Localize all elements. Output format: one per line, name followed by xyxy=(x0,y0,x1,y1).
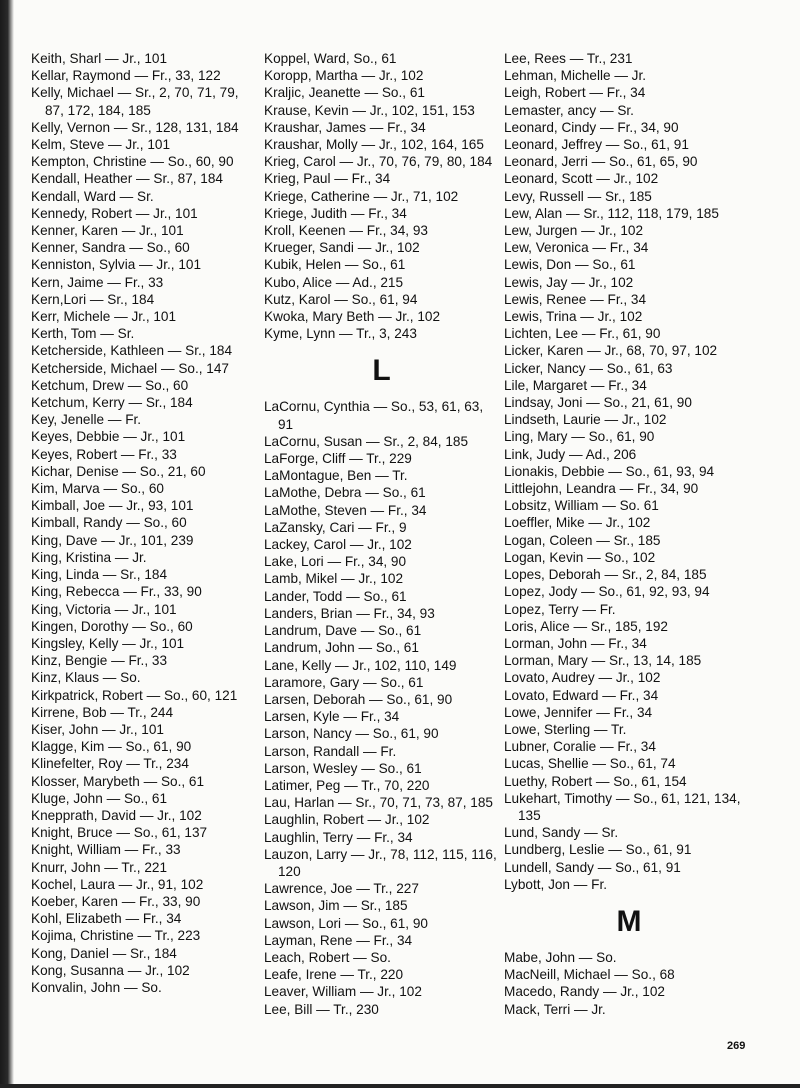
index-column-1 xyxy=(31,50,261,996)
index-entry: Leafe, Irene — Tr., 220 xyxy=(264,967,404,983)
index-entry: Kwoka, Mary Beth — Jr., 102 xyxy=(264,309,441,325)
index-entry: LaZansky, Cari — Fr., 9 xyxy=(264,519,407,535)
index-column-3 xyxy=(504,50,754,1018)
index-entry: Leonard, Cindy — Fr., 34, 90 xyxy=(504,119,679,135)
index-entry: Lackey, Carol — Jr., 102 xyxy=(264,537,412,553)
index-entry: Lichten, Lee — Fr., 61, 90 xyxy=(504,326,661,342)
index-entry: Kenniston, Sylvia — Jr., 101 xyxy=(31,257,202,273)
index-entry: Ling, Mary — So., 61, 90 xyxy=(504,429,655,445)
index-entry: Knight, Bruce — So., 61, 137 xyxy=(31,825,208,841)
index-entry: Lindsay, Joni — So., 21, 61, 90 xyxy=(504,395,692,411)
index-entry: Kinz, Klaus — So. xyxy=(31,670,141,686)
index-entry: Levy, Russell — Sr., 185 xyxy=(504,188,652,204)
index-entry: Kimball, Joe — Jr., 93, 101 xyxy=(31,498,194,514)
index-entry: Laughlin, Terry — Fr., 34 xyxy=(264,829,413,845)
index-entry: Ketcherside, Michael — So., 147 xyxy=(31,360,229,376)
index-entry: Latimer, Peg — Tr., 70, 220 xyxy=(264,777,430,793)
index-entry: King, Victoria — Jr., 101 xyxy=(31,601,177,617)
index-entry: Kim, Marva — So., 60 xyxy=(31,481,164,497)
index-entry: Lund, Sandy — Sr. xyxy=(504,825,619,841)
index-entry: King, Kristina — Jr. xyxy=(31,549,147,565)
index-entry: Kirrene, Bob — Tr., 244 xyxy=(31,704,174,720)
index-entry: King, Rebecca — Fr., 33, 90 xyxy=(31,584,202,600)
index-entry: Lake, Lori — Fr., 34, 90 xyxy=(264,554,407,570)
index-entry: Loris, Alice — Sr., 185, 192 xyxy=(504,618,668,634)
index-entry: Krieg, Carol — Jr., 70, 76, 79, 80, 184 xyxy=(264,154,493,170)
index-entry: Keyes, Robert — Fr., 33 xyxy=(31,446,177,462)
index-entry: LaMothe, Steven — Fr., 34 xyxy=(264,502,427,518)
index-entry: Kenner, Karen — Jr., 101 xyxy=(31,223,184,239)
index-entry: Leonard, Scott — Jr., 102 xyxy=(504,171,659,187)
index-entry: Lee, Bill — Tr., 230 xyxy=(264,1001,379,1017)
index-entry: Kingsley, Kelly — Jr., 101 xyxy=(31,635,185,651)
index-entry: Kohl, Elizabeth — Fr., 34 xyxy=(31,911,182,927)
index-entry: Leonard, Jerri — So., 61, 65, 90 xyxy=(504,154,698,170)
index-entry: Kluge, John — So., 61 xyxy=(31,790,168,806)
index-entry: Lovato, Audrey — Jr., 102 xyxy=(504,670,661,686)
index-entry: Lauzon, Larry — Jr., 78, 112, 115, 116, 120 xyxy=(264,846,497,879)
index-entry: Lopes, Deborah — Sr., 2, 84, 185 xyxy=(504,567,707,583)
index-entry: King, Linda — Sr., 184 xyxy=(31,567,168,583)
section-letter-heading: L xyxy=(372,354,391,388)
index-entry: Lorman, John — Fr., 34 xyxy=(504,635,647,651)
index-entry: Mack, Terri — Jr. xyxy=(504,1001,606,1017)
index-entry: Knurr, John — Tr., 221 xyxy=(31,859,168,875)
index-entry: Koppel, Ward, So., 61 xyxy=(264,51,397,66)
index-entry: Landrum, Dave — So., 61 xyxy=(264,623,422,639)
index-entry: Link, Judy — Ad., 206 xyxy=(504,446,637,462)
index-entry: Knight, William — Fr., 33 xyxy=(31,842,181,858)
index-entry: Kong, Susanna — Jr., 102 xyxy=(31,962,190,978)
index-entry: Lew, Alan — Sr., 112, 118, 179, 185 xyxy=(504,205,719,221)
index-entry: Logan, Kevin — So., 102 xyxy=(504,549,656,565)
index-entry: Leach, Robert — So. xyxy=(264,949,391,965)
index-entry: Kochel, Laura — Jr., 91, 102 xyxy=(31,876,204,892)
section-letter-heading: M xyxy=(616,904,642,938)
index-entry: King, Dave — Jr., 101, 239 xyxy=(31,532,194,548)
index-entry: Kyme, Lynn — Tr., 3, 243 xyxy=(264,326,417,342)
index-entry: Licker, Nancy — So., 61, 63 xyxy=(504,360,673,376)
index-entry: Lew, Veronica — Fr., 34 xyxy=(504,240,649,256)
index-entry: Kutz, Karol — So., 61, 94 xyxy=(264,291,418,307)
index-entry: Lowe, Jennifer — Fr., 34 xyxy=(504,704,653,720)
index-entry: Kriege, Catherine — Jr., 71, 102 xyxy=(264,188,459,204)
index-entry: Lowe, Sterling — Tr. xyxy=(504,721,627,737)
index-entry: Littlejohn, Leandra — Fr., 34, 90 xyxy=(504,481,699,497)
index-entry: Larsen, Kyle — Fr., 34 xyxy=(264,709,400,725)
index-entry: Lewis, Renee — Fr., 34 xyxy=(504,291,647,307)
index-entry: Leaver, William — Jr., 102 xyxy=(264,984,422,1000)
index-entry: Kern,Lori — Sr., 184 xyxy=(31,291,155,307)
index-entry: Larson, Wesley — So., 61 xyxy=(264,760,422,776)
index-entry: Kelly, Michael — Sr., 2, 70, 71, 79, 87, 172, 184, 185 xyxy=(31,85,239,118)
index-entry: Lehman, Michelle — Jr. xyxy=(504,68,647,84)
index-entry: Lane, Kelly — Jr., 102, 110, 149 xyxy=(264,657,457,673)
index-entry: Koropp, Martha — Jr., 102 xyxy=(264,68,424,84)
index-entry: Lubner, Coralie — Fr., 34 xyxy=(504,739,656,755)
index-entry: Luethy, Robert — So., 61, 154 xyxy=(504,773,687,789)
index-entry: Larson, Randall — Fr. xyxy=(264,743,397,759)
index-entry: Klagge, Kim — So., 61, 90 xyxy=(31,739,192,755)
index-entry: Kelm, Steve — Jr., 101 xyxy=(31,137,171,153)
index-entry: MacNeill, Michael — So., 68 xyxy=(504,967,675,983)
index-entry: Kimball, Randy — So., 60 xyxy=(31,515,187,531)
index-entry: Lew, Jurgen — Jr., 102 xyxy=(504,223,644,239)
index-entry: Kellar, Raymond — Fr., 33, 122 xyxy=(31,68,221,84)
index-entry: LaCornu, Cynthia — So., 53, 61, 63, 91 xyxy=(264,399,484,432)
index-entry: Kubik, Helen — So., 61 xyxy=(264,257,406,273)
index-entry: Kinz, Bengie — Fr., 33 xyxy=(31,653,168,669)
index-entry: Lawson, Lori — So., 61, 90 xyxy=(264,915,428,931)
index-entry: Loeffler, Mike — Jr., 102 xyxy=(504,515,651,531)
index-entry: Laramore, Gary — So., 61 xyxy=(264,674,424,690)
index-entry: Larson, Nancy — So., 61, 90 xyxy=(264,726,439,742)
index-entry: Lawrence, Joe — Tr., 227 xyxy=(264,881,419,897)
index-entry: Lee, Rees — Tr., 231 xyxy=(504,51,633,66)
index-entry: Lybott, Jon — Fr. xyxy=(504,876,608,892)
page-number: 269 xyxy=(727,1040,746,1052)
index-entry: Krause, Kevin — Jr., 102, 151, 153 xyxy=(264,102,475,118)
index-entry: Laughlin, Robert — Jr., 102 xyxy=(264,812,430,828)
index-entry: Krueger, Sandi — Jr., 102 xyxy=(264,240,420,256)
index-entry: Kojima, Christine — Tr., 223 xyxy=(31,928,201,944)
index-entry: Leigh, Robert — Fr., 34 xyxy=(504,85,646,101)
index-entry: Krieg, Paul — Fr., 34 xyxy=(264,171,391,187)
index-entry: Knepprath, David — Jr., 102 xyxy=(31,807,202,823)
index-entry: Kerth, Tom — Sr. xyxy=(31,326,135,342)
index-entry: Kirkpatrick, Robert — So., 60, 121 xyxy=(31,687,238,703)
index-entry: LaForge, Cliff — Tr., 229 xyxy=(264,451,412,467)
index-entry: Licker, Karen — Jr., 68, 70, 97, 102 xyxy=(504,343,718,359)
index-column-2 xyxy=(264,50,499,1018)
index-entry: Lobsitz, William — So. 61 xyxy=(504,498,659,514)
index-entry: Lucas, Shellie — So., 61, 74 xyxy=(504,756,676,772)
index-entry: Ketchum, Kerry — Sr., 184 xyxy=(31,395,193,411)
index-entry: Lopez, Jody — So., 61, 92, 93, 94 xyxy=(504,584,710,600)
index-entry: Layman, Rene — Fr., 34 xyxy=(264,932,413,948)
index-entry: LaMontague, Ben — Tr. xyxy=(264,468,408,484)
index-entry: Lile, Margaret — Fr., 34 xyxy=(504,377,647,393)
index-entry: Lovato, Edward — Fr., 34 xyxy=(504,687,659,703)
index-entry: Klosser, Marybeth — So., 61 xyxy=(31,773,205,789)
index-entry: Kichar, Denise — So., 21, 60 xyxy=(31,463,206,479)
index-entry: Landrum, John — So., 61 xyxy=(264,640,419,656)
index-entry: Koeber, Karen — Fr., 33, 90 xyxy=(31,893,201,909)
index-entry: Kempton, Christine — So., 60, 90 xyxy=(31,154,234,170)
page-bottom-edge xyxy=(0,1084,800,1088)
index-entry: Kubo, Alice — Ad., 215 xyxy=(264,274,404,290)
index-entry: Key, Jenelle — Fr. xyxy=(31,412,142,428)
index-entry: Macedo, Randy — Jr., 102 xyxy=(504,984,665,1000)
index-entry: LaMothe, Debra — So., 61 xyxy=(264,485,426,501)
index-entry: Lander, Todd — So., 61 xyxy=(264,588,407,604)
index-entry: Lawson, Jim — Sr., 185 xyxy=(264,898,408,914)
index-entry: Kiser, John — Jr., 101 xyxy=(31,721,164,737)
index-entry: Leonard, Jeffrey — So., 61, 91 xyxy=(504,137,689,153)
index-entry: LaCornu, Susan — Sr., 2, 84, 185 xyxy=(264,433,469,449)
index-entry: Lundell, Sandy — So., 61, 91 xyxy=(504,859,681,875)
index-entry: Lindseth, Laurie — Jr., 102 xyxy=(504,412,667,428)
index-entry: Kendall, Heather — Sr., 87, 184 xyxy=(31,171,223,187)
index-entry: Konvalin, John — So. xyxy=(31,979,162,995)
index-entry: Lukehart, Timothy — So., 61, 121, 134, 135 xyxy=(504,790,741,823)
index-entry: Lewis, Jay — Jr., 102 xyxy=(504,274,634,290)
index-entry: Kendall, Ward — Sr. xyxy=(31,188,154,204)
index-entry: Lionakis, Debbie — So., 61, 93, 94 xyxy=(504,463,715,479)
index-entry: Kroll, Keenen — Fr., 34, 93 xyxy=(264,223,428,239)
index-entry: Lemaster, ancy — Sr. xyxy=(504,102,634,118)
index-entry: Lundberg, Leslie — So., 61, 91 xyxy=(504,842,692,858)
index-entry: Kingen, Dorothy — So., 60 xyxy=(31,618,193,634)
index-entry: Kong, Daniel — Sr., 184 xyxy=(31,945,177,961)
index-entry: Logan, Coleen — Sr., 185 xyxy=(504,532,661,548)
index-entry: Klinefelter, Roy — Tr., 234 xyxy=(31,756,189,772)
index-entry: Lamb, Mikel — Jr., 102 xyxy=(264,571,404,587)
index-entry: Kraushar, Molly — Jr., 102, 164, 165 xyxy=(264,137,484,153)
index-entry: Kennedy, Robert — Jr., 101 xyxy=(31,205,198,221)
index-entry: Mabe, John — So. xyxy=(504,949,617,965)
index-entry: Kenner, Sandra — So., 60 xyxy=(31,240,190,256)
index-entry: Keyes, Debbie — Jr., 101 xyxy=(31,429,186,445)
index-entry: Landers, Brian — Fr., 34, 93 xyxy=(264,605,435,621)
index-entry: Lorman, Mary — Sr., 13, 14, 185 xyxy=(504,653,702,669)
index-entry: Kraushar, James — Fr., 34 xyxy=(264,119,426,135)
index-entry: Kraljic, Jeanette — So., 61 xyxy=(264,85,425,101)
index-entry: Lewis, Don — So., 61 xyxy=(504,257,636,273)
index-entry: Keith, Sharl — Jr., 101 xyxy=(31,51,168,66)
index-entry: Kerr, Michele — Jr., 101 xyxy=(31,309,177,325)
index-entry: Larsen, Deborah — So., 61, 90 xyxy=(264,691,453,707)
index-entry: Kelly, Vernon — Sr., 128, 131, 184 xyxy=(31,119,239,135)
index-entry: Kriege, Judith — Fr., 34 xyxy=(264,205,407,221)
index-entry: Ketchum, Drew — So., 60 xyxy=(31,377,189,393)
index-entry: Ketcherside, Kathleen — Sr., 184 xyxy=(31,343,233,359)
index-entry: Lau, Harlan — Sr., 70, 71, 73, 87, 185 xyxy=(264,795,493,811)
index-entry: Lewis, Trina — Jr., 102 xyxy=(504,309,643,325)
page-binding-edge xyxy=(0,0,14,1088)
index-entry: Lopez, Terry — Fr. xyxy=(504,601,616,617)
index-entry: Kern, Jaime — Fr., 33 xyxy=(31,274,164,290)
